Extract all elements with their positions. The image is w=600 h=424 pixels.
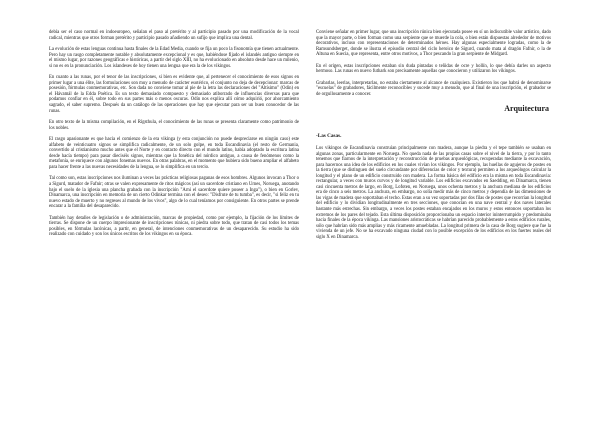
paragraph: En otro texto de la misma compilación, en el Rígsthula, el conocimiento de las runas se presenta claramente como patrimonio de los nobles. (49, 120, 299, 131)
left-column (49, 30, 299, 244)
paragraph: Grabarlas, leerlas, interpretarlas, no estaba ciertamente al alcance de cualquiera. Existieron los que habrá de denominarse "escuelas" de grabadores, fácilmente reconocibles y sucede muy a menudo, que al final de una inscripción, el grabador se de orgullosamente a conocer. (316, 80, 551, 97)
paragraph: Conviene señalar en primer lugar, que una inscripción rúnica bien ejecutada posee en sí un indiscutible valor artístico, dado que la mayor parte, o bien forman como una serpiente que se muerde la cola, o bien están dispuestas alrededor de motivos decorativos, incluso con representaciones de determinados héroes. Hay algunas especialmente logradas, como la de Ramsundsberget, donde se ilustra el episodio central del ciclo heroico de Sigurd, cuando mata al dragón Fafnir, o la de Altuna en Suecia, que representa, entre otros motivos, a Thor pescando la gran serpiente de Midgard. (316, 30, 551, 58)
paragraph: El rasgo apasionante es que hacia el comienzo de la era vikinga (y esta conjunción no puede despreciarse en ningún caso) este alfabeto de veinticuatro signos se simplifica radicalmente, de un solo golpe, en toda Escandinavia (el resto de Germania, convertido al cristianismo mucho antes que el Norte y en contacto directo con el mundo latino, había adoptado la escritura latina desde hacía tiempo) para pasar dieciséis signos, mientras que la fonética del nórdico antiguo, a causa de fenómenos como la metafonía, se enriquece con algunos fonemas nuevos. En otras palabras, en el momento que hubiera sido bueno ampliar el alfabeto para hacer frente a las nuevas necesidades de la lengua, se lo simplifica en un tercio. (49, 137, 299, 170)
paragraph: Los vikingos de Escandinavia construían principalmente con madera, aunque la piedra y el tepe también se usaban en algunas zonas, particularmente en Noruega. No queda nada de las propias casas sobre el nivel de la tierra, y por lo tanto tenemos que fiarnos de la interpretación y reconstrucción de pruebas arqueológicas, recuperadas mediante la excavación, para hacernos una idea de los edificios en los cuales vivían los vikingos. Por ejemplo, las huellas de agujeros de postes en la tierra (que se distinguen del suelo circundante por diferencias de color y textura) permiten a los arqueólogos calcular la longitud y el plano de un edificio construido con madera. La forma básica del edificio era la misma en toda Escandinavia: rectangular, a veces con muros curvos y de longitud variable. Los edificios excavados en Saedding, en Dinamarca, tienen casi cincuenta metros de largo, en Borg, Lofoten, en Noruega, unos ochenta metros y la anchura mediana de los edificios era de cinco a seis metros. La anchura, en embargo, no solía medir más de cinco metros y dependía de las dimensiones de las vigas de madera que soportaban el techo. Estas eran a su vez soportadas por dos filas de postes que recorrían la longitud del edificio y lo dividían longitudinalmente en tres secciones, que conocían en una nave central y dos naves laterales bastante más estrechas. Sin embargo, a veces los postes estaban encajados en los muros y estos entonces soportaban los extremos de los pares del tejado. Esta última disposición proporcionaba un espacio interior ininterrumpido y predominaba hacia finales de la época vikinga. Las mansiones aristocráticas se habrían parecido probablemente a estos edificios rurales, sólo que habrían sido más amplias y más ricamente amuebladas. La longitud primera de la casa de Borg sugiere que fue la vivienda de un jefe. No se ha excavado ninguna ciudad con lo posible excepción de los edificios en los fuertes reales del siglo X en Dinamarca. (316, 146, 551, 240)
paragraph: En cuanto a las runas, por el tenor de las inscripciones, si bien es evidente que, al pertenecer el conocimiento de esos signos en primer lugar a una élite, las formulaciones son muy a menudo de carácter esotérico, el conjunto no deja de decepcionar: marcas de posesión, fórmulas conmemorativas, etc. Son dada no conviene tomar al pie de la letra las declaraciones del "Altísimo" (Odín) en el Hávamál de la Edda Poética. Es un texto demasiado compuesto y demasiado atiborrado de influencias diversas para que podamos confiar en él, sobre todo en sus partes más o menos oscuras. Odín nos explica allí cómo adquirió, por ahorcamiento sagrado, el saber supremo. Después da un catálogo de las operaciones que hay que ejecutar para ser un buen conocedor de las runas. (49, 75, 299, 114)
paragraph: La evolución de estas lenguas continua hasta finales de la Edad Media, cuando se fija un poco la fisonomía que tienen actualmente. Pero hay un rasgo completamente notable y absolutamente excepcional y es que, habiéndose fijado el islandés antiguo siempre en el mismo lugar, por razones geográficas e históricas, a partir del siglo XIII, no ha evolucionado en absoluto desde hace un milenio, si no es en la pronunciación. Los islandeses de hoy tienen una lengua que era la de los vikingos. (49, 47, 299, 69)
section-title: Arquitectura (504, 104, 549, 114)
paragraph: debía ser el caso normal en indoeuropeo, señalan el paso al pretérito y al participio pasado por una modificación de la vocal radical, mientras que otros forman pretérito y participio pasado añadiendo un sufijo que implica una dental. (49, 30, 299, 41)
subsection-heading: -Las Casas. (316, 133, 342, 140)
paragraph: Tal como son, estas inscripciones nos iluminan a veces las prácticas religiosas paganas de esos hombres. Algunos invocan a Thor o a Sigurd, matador de Fafnir; otras se valen expresamente de ritos mágicos (así un sacerdote cristiano en Urnes, Noruega, anotando bajo el suelo de la iglesia una plancha grabada con la inscripción "Arni el sacerdote quiere poseer a Inga"), o bien en Gorlev, Dinamarca, una inscripción en memoria de un cierto Odinkar termina con el deseo: "Disfrute de tu tumba", es decir, "si feliz en tu nuevo estado de muerto y no regreses al mundo de los vivos", algo de lo cual teníamos por consiguiente. En otros partes se prende encarar a la familia del desaparecido. (49, 176, 299, 210)
paragraph: También hay detalles de legislación o de administración, marcas de propiedad, como por ejemplo, la fijación de los límites de tierras. Se dispone de un cuerpo impresionante de inscripciones rúnicas, ni piedra sobre todo, que tratan de casi todos los temas posibles, en fórmulas lacónicas, a partir, en general, de intenciones conmemorativas de un desaparecido. Su estudio ha sido realizado con cuidado y son los únicos escritos de los vikingos en su época. (49, 215, 299, 238)
paragraph: En el origen, estas inscripciones estaban sin duda pintadas o teñidas de ocre y hollín, lo que debía darles un aspecto hermoso. Las runas en nuevo futhark son precisamente aquellas que conocieron y utilizaron los vikingos. (316, 63, 551, 75)
subsection (316, 134, 551, 140)
right-column (316, 30, 551, 246)
